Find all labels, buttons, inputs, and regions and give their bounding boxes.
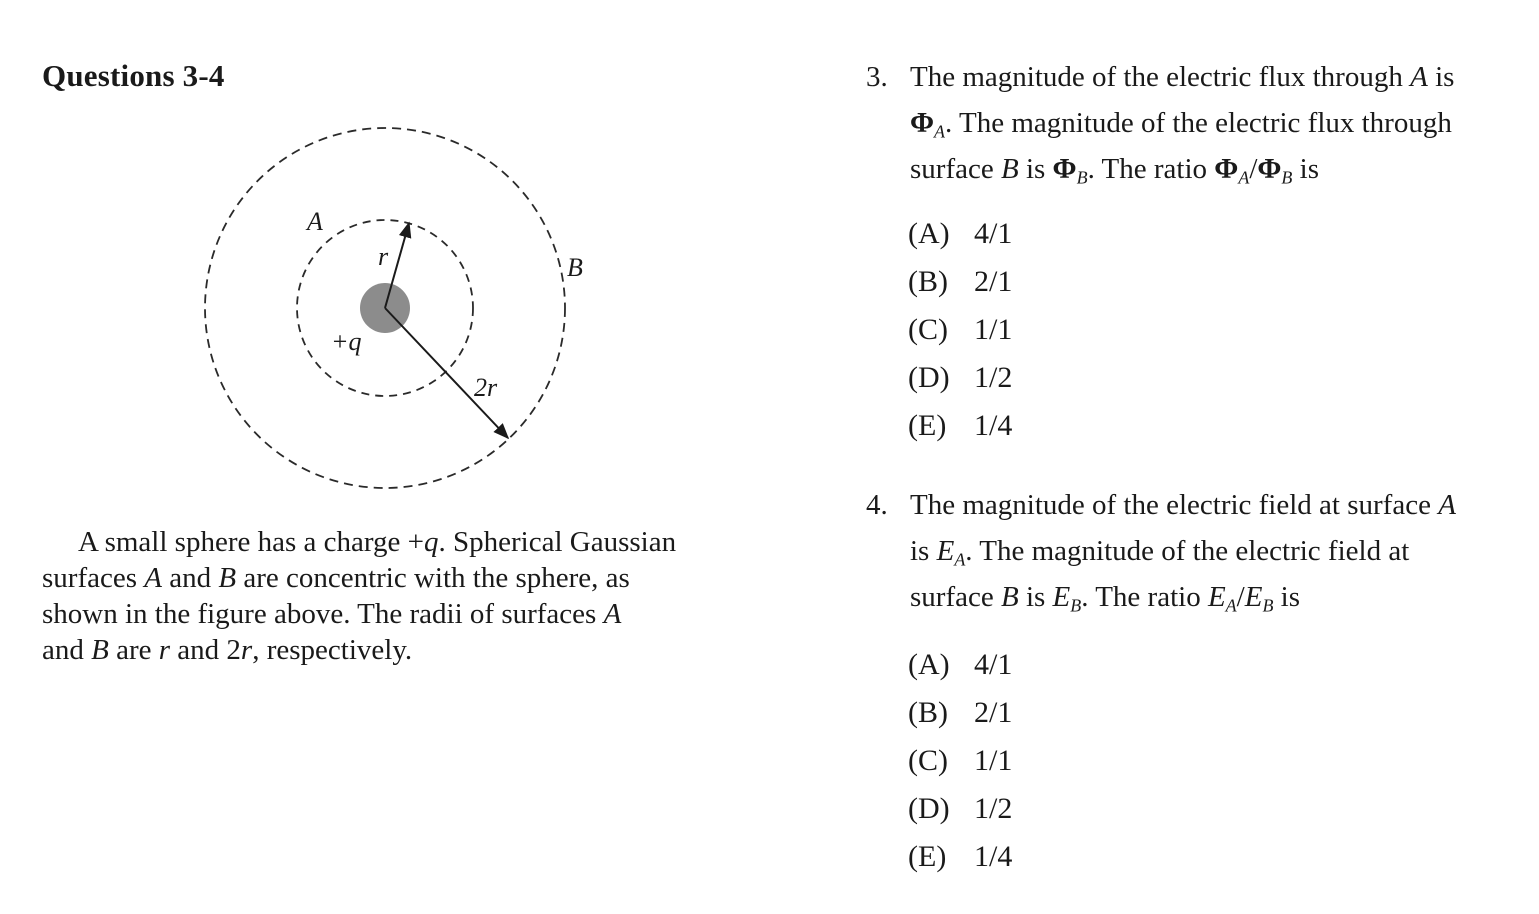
label-a: A: [307, 207, 323, 236]
field-symbol: E: [936, 535, 955, 567]
question-3-choices: [908, 210, 1012, 450]
stem-text: . The magnitude of the electric flux through: [945, 107, 1452, 139]
choice-option[interactable]: [908, 210, 1012, 258]
phi-symbol: Φ: [910, 107, 935, 139]
subscript: B: [1262, 595, 1274, 616]
ratio-slash: /: [1236, 581, 1245, 613]
intro-line: [42, 524, 782, 560]
stem-var: A: [1438, 489, 1456, 521]
intro-text: A small sphere has a charge +: [78, 526, 424, 558]
intro-var: r: [240, 634, 253, 666]
stem-line: [910, 54, 1539, 100]
stem-line: [910, 528, 1539, 574]
choice-option[interactable]: [908, 833, 1012, 881]
stem-text: is: [1018, 153, 1053, 185]
choice-value: 1/2: [974, 792, 1013, 825]
intro-var: B: [218, 562, 237, 594]
stem-line: [910, 100, 1539, 146]
choice-value: 1/4: [974, 409, 1013, 442]
choice-option[interactable]: [908, 689, 1012, 737]
choice-value: 1/1: [974, 313, 1013, 346]
subscript: B: [1076, 167, 1088, 188]
gaussian-surfaces-figure: [190, 120, 590, 500]
intro-line: [42, 596, 782, 632]
intro-text: and: [42, 634, 92, 666]
stem-text: . The ratio: [1081, 581, 1208, 613]
stem-text: is: [1427, 61, 1455, 93]
intro-text: are concentric with the sphere, as: [236, 562, 630, 594]
intro-var: A: [144, 562, 162, 594]
figure-svg: [190, 120, 590, 500]
stem-var: B: [1000, 581, 1019, 613]
choice-value: 2/1: [974, 696, 1013, 729]
choice-value: 4/1: [974, 648, 1013, 681]
field-symbol: E: [1244, 581, 1263, 613]
choice-option[interactable]: [908, 641, 1012, 689]
subscript: A: [934, 121, 946, 142]
choice-value: 1/4: [974, 840, 1013, 873]
intro-text: surfaces: [42, 562, 145, 594]
label-2r: 2r: [474, 373, 498, 402]
choice-letter: (A): [908, 217, 950, 250]
label-b: B: [567, 253, 583, 282]
stem-text: is: [910, 535, 937, 567]
field-symbol: E: [1207, 581, 1226, 613]
stem-text: surface: [910, 581, 1001, 613]
subscript: A: [1238, 167, 1250, 188]
choice-option[interactable]: [908, 306, 1012, 354]
stem-text: The magnitude of the electric flux through: [910, 61, 1411, 93]
phi-symbol: Φ: [1257, 153, 1282, 185]
questions-heading: Questions 3-4: [42, 58, 225, 93]
stem-text: is: [1018, 581, 1053, 613]
choice-option[interactable]: [908, 354, 1012, 402]
phi-symbol: Φ: [1214, 153, 1239, 185]
phi-symbol: Φ: [1052, 153, 1077, 185]
problem-intro: [42, 524, 782, 668]
intro-var: q: [424, 526, 439, 558]
stem-text: is: [1273, 581, 1301, 613]
intro-var: A: [603, 598, 622, 630]
question-4-number: 4.: [866, 489, 888, 521]
question-4-stem: [910, 482, 1539, 620]
stem-text: is: [1292, 153, 1319, 185]
intro-text: and: [161, 562, 219, 594]
ratio-slash: /: [1249, 153, 1258, 185]
choice-value: 1/1: [974, 744, 1013, 777]
stem-line: [910, 574, 1539, 620]
intro-text: , respectively.: [252, 634, 413, 666]
choice-letter: (E): [908, 409, 947, 442]
stem-line: [910, 482, 1539, 528]
stem-var: B: [1000, 153, 1019, 185]
choice-letter: (D): [908, 792, 950, 825]
stem-text: . The magnitude of the electric field at: [965, 535, 1410, 567]
intro-text: and 2: [170, 634, 241, 666]
intro-var: B: [91, 634, 109, 666]
label-r: r: [378, 242, 389, 271]
question-3-stem: [910, 54, 1539, 192]
subscript: B: [1070, 595, 1082, 616]
choice-value: 1/2: [974, 361, 1013, 394]
intro-text: . Spherical Gaussian: [438, 526, 677, 558]
stem-line: [910, 146, 1539, 192]
choice-value: 2/1: [974, 265, 1013, 298]
choice-letter: (B): [908, 265, 948, 298]
choice-letter: (A): [908, 648, 950, 681]
subscript: A: [1225, 595, 1237, 616]
choice-letter: (C): [908, 313, 948, 346]
intro-text: shown in the figure above. The radii of surfaces: [42, 598, 604, 630]
choice-option[interactable]: [908, 402, 1012, 450]
stem-text: surface: [910, 153, 1001, 185]
intro-line: [42, 560, 782, 596]
choice-letter: (B): [908, 696, 948, 729]
subscript: B: [1281, 167, 1293, 188]
choice-letter: (C): [908, 744, 948, 777]
question-4-choices: [908, 641, 1012, 881]
choice-option[interactable]: [908, 258, 1012, 306]
stem-text: The magnitude of the electric field at surface: [910, 489, 1439, 521]
field-symbol: E: [1052, 581, 1071, 613]
choice-letter: (D): [908, 361, 950, 394]
label-charge: +q: [331, 327, 362, 356]
choice-option[interactable]: [908, 737, 1012, 785]
stem-var: A: [1410, 61, 1428, 93]
intro-line: [42, 632, 782, 668]
question-3-number: 3.: [866, 61, 888, 93]
stem-text: . The ratio: [1087, 153, 1215, 185]
intro-text: are: [108, 634, 159, 666]
intro-var: r: [158, 634, 171, 666]
choice-option[interactable]: [908, 785, 1012, 833]
choice-letter: (E): [908, 840, 947, 873]
choice-value: 4/1: [974, 217, 1013, 250]
subscript: A: [954, 549, 966, 570]
